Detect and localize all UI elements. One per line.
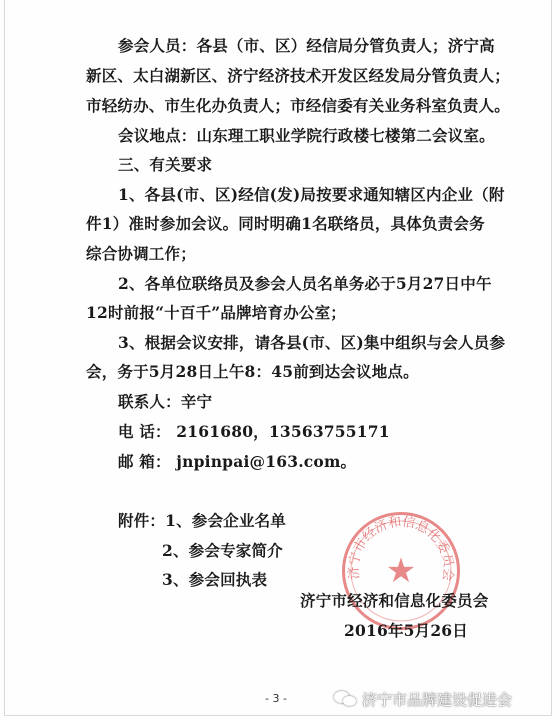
issuer-name: 济宁市经济和信息化委员会 xyxy=(300,591,489,610)
venue-line: 会议地点：山东理工职业学院行政楼七楼第二会议室。 xyxy=(118,126,495,145)
attachment-1: 附件：1、参会企业名单 xyxy=(118,511,286,530)
requirement-2-line-2: 12时前报“十百千”品牌培育办公室； xyxy=(86,303,347,322)
watermark-text: 济宁市品牌建设促进会 xyxy=(362,690,513,709)
page-number: - 3 - xyxy=(265,692,287,705)
attachment-2: 2、参会专家简介 xyxy=(162,541,283,560)
star-icon: ★ xyxy=(385,551,417,591)
requirement-1-line-3: 综合协调工作； xyxy=(86,244,196,263)
contact-email: 邮 箱： jnpinpai@163.com。 xyxy=(118,452,357,471)
contact-person: 联系人：辛宁 xyxy=(118,392,213,411)
official-seal xyxy=(342,512,460,630)
wechat-icon xyxy=(334,689,358,709)
contact-phone: 电 话： 2161680，13563755171 xyxy=(118,422,390,441)
seal-text: 济宁市经济和信息化委员会 xyxy=(346,514,456,582)
attendees-line-2: 新区、太白湖新区、济宁经济技术开发区经发局分管负责人； xyxy=(86,66,510,85)
attendees-line-3: 市轻纺办、市生化办负责人；市经信委有关业务科室负责人。 xyxy=(86,96,510,115)
source-watermark xyxy=(334,686,512,712)
attendees-line-1: 参会人员：各县（市、区）经信局分管负责人；济宁高 xyxy=(118,36,495,55)
requirement-3-line-2: 会，务于5月28日上午8：45前到达会议地点。 xyxy=(86,362,419,381)
requirement-3-line-1: 3、根据会议安排，请各县(市、区)集中组织与会人员参 xyxy=(118,333,506,352)
requirement-1-line-2: 件1）准时参加会议。同时明确1名联络员，具体负责会务 xyxy=(86,214,485,233)
attachment-3: 3、参会回执表 xyxy=(162,570,268,589)
requirement-2-line-1: 2、各单位联络员及参会人员名单务必于5月27日中午 xyxy=(118,274,492,293)
issue-date: 2016年5月26日 xyxy=(344,621,468,640)
requirement-1-line-1: 1、各县(市、区)经信(发)局按要求通知辖区内企业（附 xyxy=(118,185,505,204)
section-heading: 三、有关要求 xyxy=(118,155,213,174)
